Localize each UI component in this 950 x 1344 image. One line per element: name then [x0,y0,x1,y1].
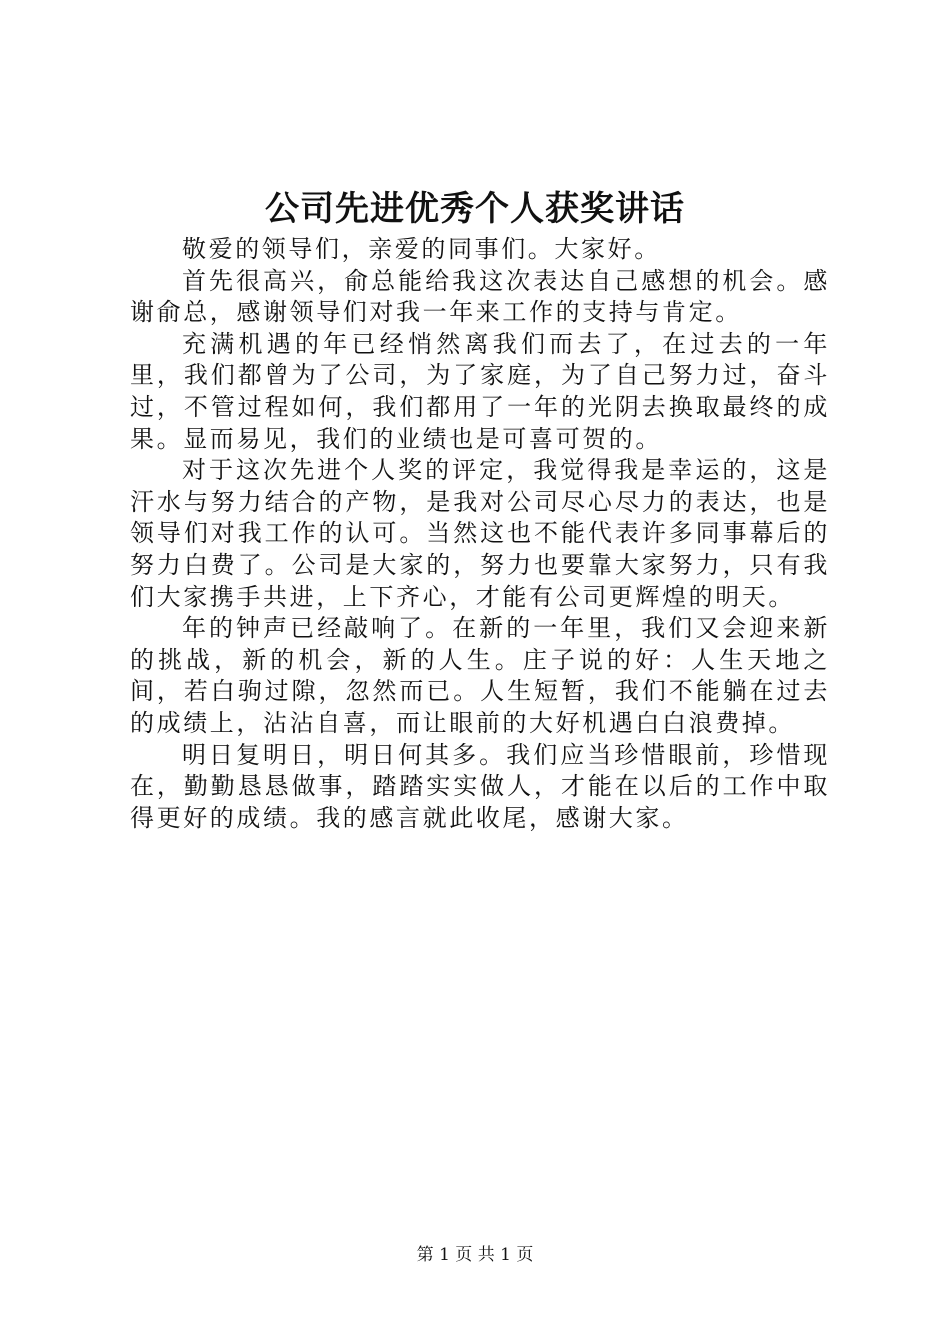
paragraph-thanks: 首先很高兴，俞总能给我这次表达自己感想的机会。感谢俞总，感谢领导们对我一年来工作的支持与肯定。 [130,266,830,327]
page-number-footer: 第 1 页 共 1 页 [416,1245,534,1265]
paragraph-past-year: 充满机遇的年已经悄然离我们而去了，在过去的一年里，我们都曾为了公司，为了家庭，为了自己努力过，奋斗过，不管过程如何，我们都用了一年的光阴去换取最终的成果。显而易见，我们的业绩也是可喜可贺的。 [130,329,830,453]
document-title: 公司先进优秀个人获奖讲话 [265,189,685,229]
paragraph-new-year: 年的钟声已经敲响了。在新的一年里，我们又会迎来新的挑战，新的机会，新的人生。庄子说的好：人生天地之间，若白驹过隙，忽然而已。人生短暂，我们不能躺在过去的成绩上，沾沾自喜，而让眼前的大好机遇白白浪费掉。 [130,614,830,737]
paragraph-greeting: 敬爱的领导们，亲爱的同事们。大家好。 [182,235,661,263]
document-body [130,234,830,834]
paragraph-award: 对于这次先进个人奖的评定，我觉得我是幸运的，这是汗水与努力结合的产物，是我对公司尽心尽力的表达，也是领导们对我工作的认可。当然这也不能代表许多同事幕后的努力白费了。公司是大家的，努力也要靠大家努力，只有我们大家携手共进，上下齐心，才能有公司更辉煌的明天。 [130,456,830,611]
paragraph-closing: 明日复明日，明日何其多。我们应当珍惜眼前，珍惜现在，勤勤恳恳做事，踏踏实实做人，才能在以后的工作中取得更好的成绩。我的感言就此收尾，感谢大家。 [130,740,830,832]
